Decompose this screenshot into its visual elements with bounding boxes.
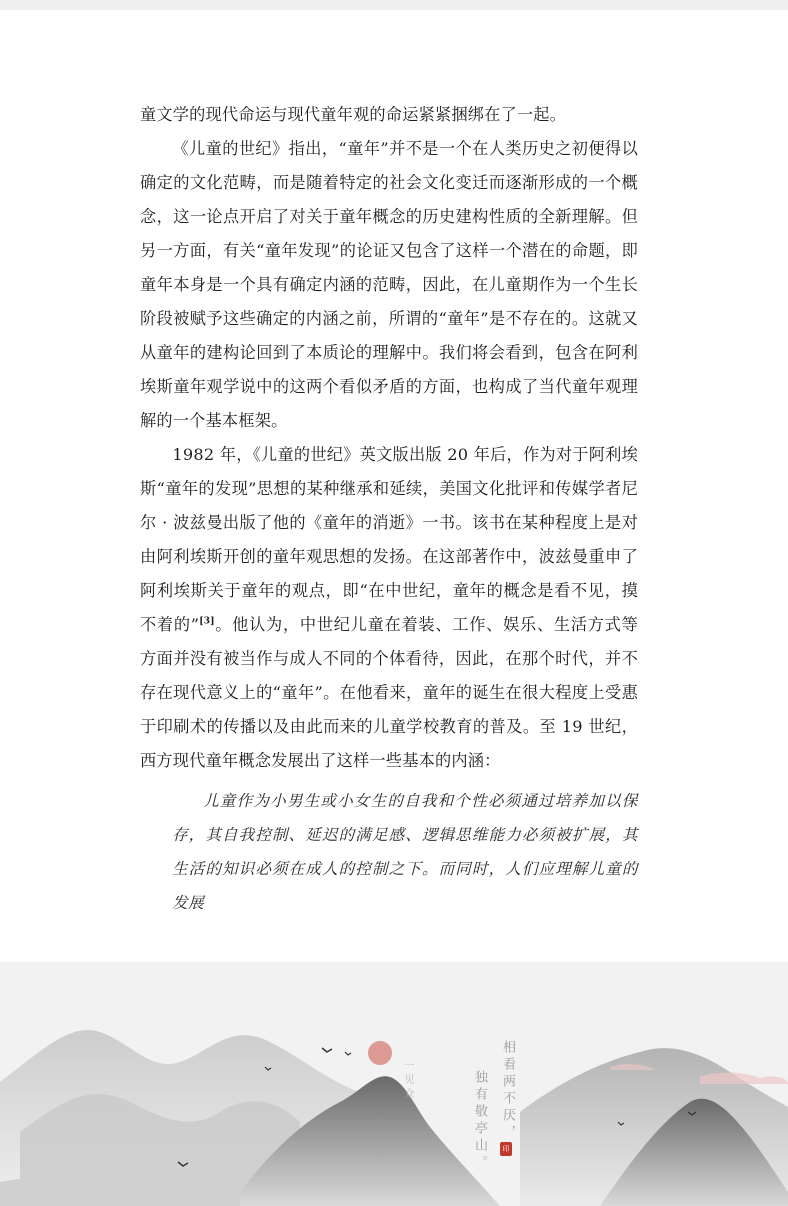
top-bar	[0, 0, 788, 10]
red-seal: 印	[500, 1142, 512, 1156]
paragraph-3	[140, 438, 638, 778]
block-quote: 儿童作为小男生或小女生的自我和个性必须通过培养加以保存，其自我控制、延迟的满足感、逻辑思维能力必须被扩展，其生活的知识必须在成人的控制之下。而同时，人们应理解儿童的发展	[172, 792, 638, 912]
poem-line-1: 相看两不厌，	[500, 1040, 515, 1142]
landscape-footer	[0, 962, 788, 1206]
paragraph-1: 童文学的现代命运与现代童年观的命运紧紧捆绑在了一起。	[140, 105, 567, 124]
poem-small-text: 一见众	[402, 1060, 413, 1102]
paragraph-3-text-after: 。他认为，中世纪儿童在着装、工作、娱乐、生活方式等方面并没有被当作与成人不同的个体看待，因此，在那个时代，并不存在现代意义上的“童年”。在他看来，童年的诞生在很大程度上受惠于印刷术的传播以及由此而来的儿童学校教育的普及。至 19 世纪，西方现代童年概念发展出了这样一些基本的内涵：	[140, 615, 639, 770]
poem-line-2: 独有敬亭山。	[472, 1070, 487, 1172]
red-sun	[368, 1041, 392, 1065]
ink-landscape-illustration	[0, 962, 788, 1206]
citation-marker[interactable]: [3]	[199, 616, 215, 627]
text-block	[140, 98, 638, 920]
paragraph-3-text-before: 1982 年，《儿童的世纪》英文版出版 20 年后，作为对于阿利埃斯“童年的发现”思想的某种继承和延续，美国文化批评和传媒学者尼尔 · 波兹曼出版了他的《童年的消逝》一书。该书在某种程度上是对由阿利埃斯开创的童年观思想的发扬。在这部著作中，波兹曼重申了阿利埃斯关于童年的观点，即“在中世纪，童年的概念是看不见，摸不着的”	[140, 445, 638, 634]
paragraph-2: 《儿童的世纪》指出，“童年”并不是一个在人类历史之初便得以确定的文化范畴，而是随着特定的社会文化变迁而逐渐形成的一个概念，这一论点开启了对关于童年概念的历史建构性质的全新理解。但另一方面，有关“童年发现”的论证又包含了这样一个潜在的命题，即童年本身是一个具有确定内涵的范畴，因此，在儿童期作为一个生长阶段被赋予这些确定的内涵之前，所谓的“童年”是不存在的。这就又从童年的建构论回到了本质论的理解中。我们将会看到，包含在阿利埃斯童年观学说中的这两个看似矛盾的方面，也构成了当代童年观理解的一个基本框架。	[140, 139, 638, 430]
page-content	[0, 10, 788, 960]
